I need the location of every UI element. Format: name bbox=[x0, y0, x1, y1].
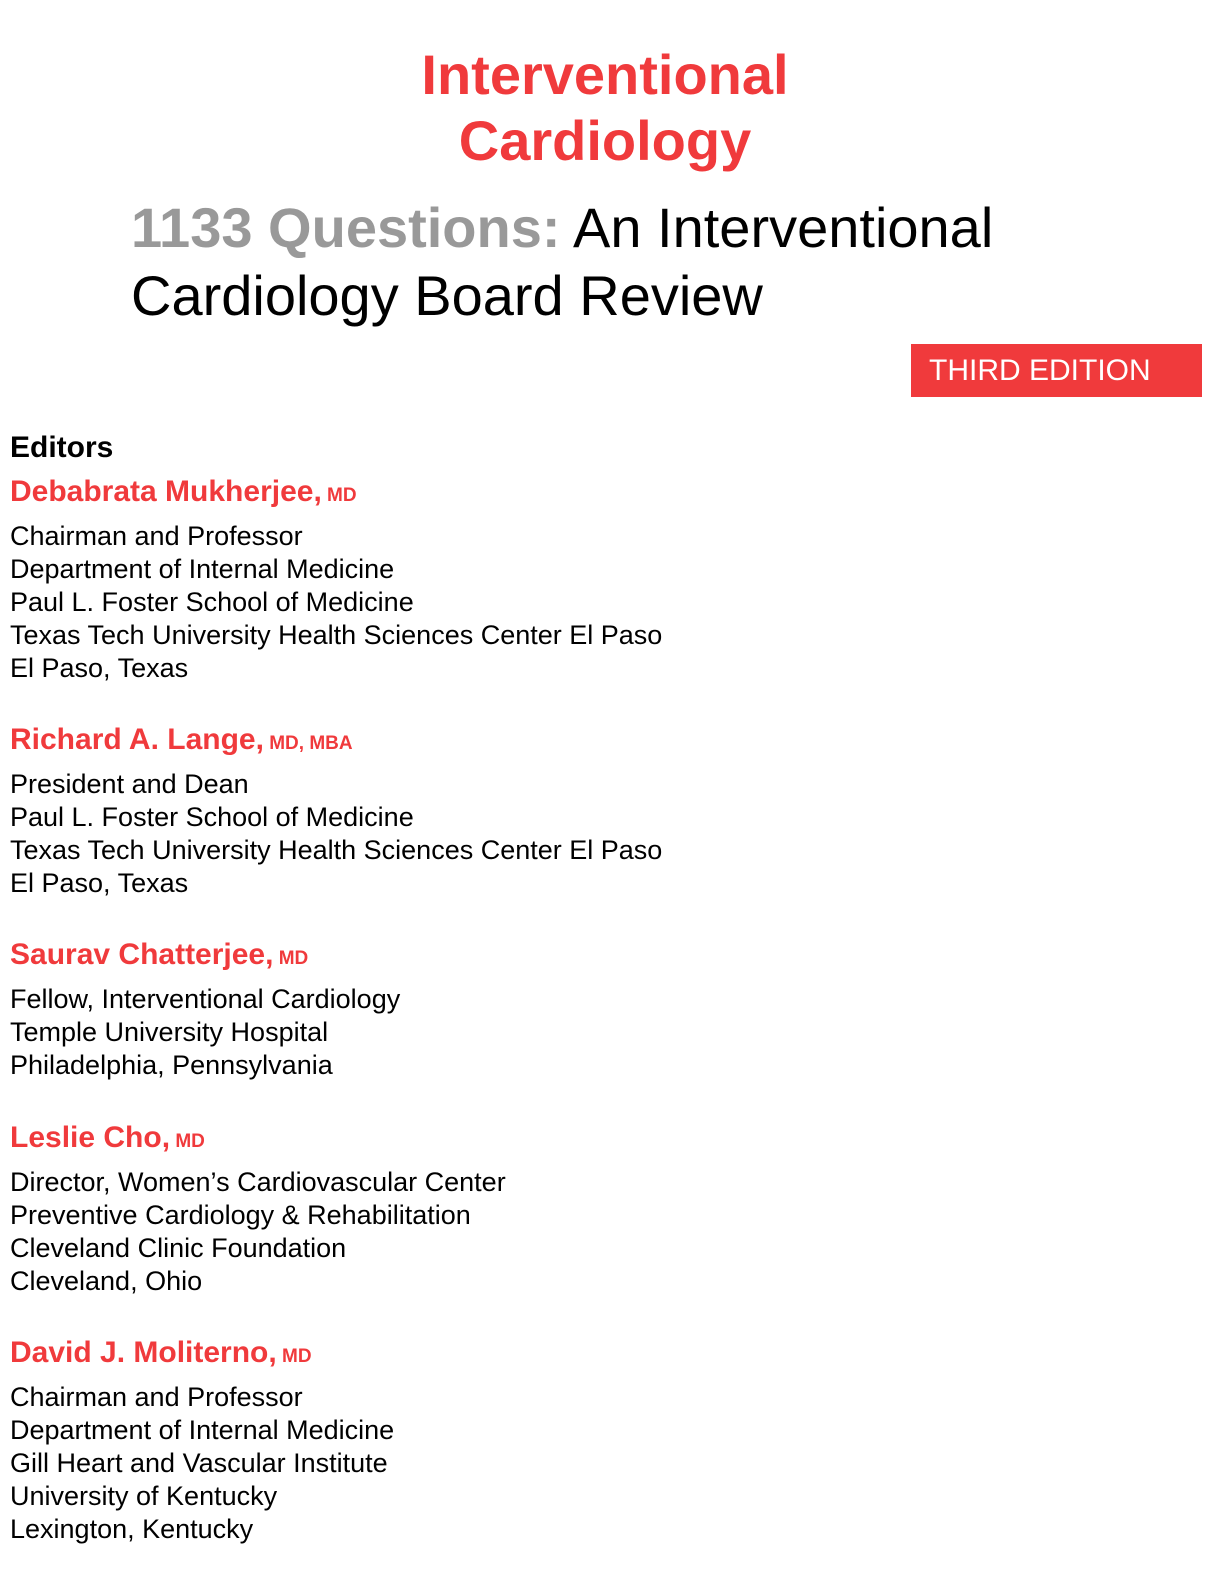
editor-credentials: MD bbox=[273, 948, 309, 969]
editor-name-line bbox=[10, 474, 910, 514]
editor-name-line bbox=[10, 722, 910, 762]
editor-affiliation bbox=[10, 1381, 910, 1546]
subtitle-line-2: Cardiology Board Review bbox=[131, 264, 763, 327]
editors-heading: Editors bbox=[10, 431, 114, 464]
edition-badge: THIRD EDITION bbox=[911, 344, 1202, 397]
affiliation-line: Chairman and Professor bbox=[10, 521, 303, 551]
editor-name: Richard A. Lange, bbox=[10, 723, 264, 756]
affiliation-line: Department of Internal Medicine bbox=[10, 554, 395, 584]
editor-entry bbox=[10, 937, 910, 1082]
editor-name-line bbox=[10, 937, 910, 977]
affiliation-line: El Paso, Texas bbox=[10, 868, 189, 898]
affiliation-line: Paul L. Foster School of Medicine bbox=[10, 587, 414, 617]
affiliation-line: Department of Internal Medicine bbox=[10, 1415, 395, 1445]
editor-entry bbox=[10, 474, 910, 685]
editor-credentials: MD bbox=[321, 485, 357, 506]
affiliation-line: Paul L. Foster School of Medicine bbox=[10, 802, 414, 832]
editor-entry bbox=[10, 722, 910, 900]
editor-affiliation bbox=[10, 983, 910, 1082]
question-count: 1133 Questions: bbox=[131, 196, 561, 259]
editor-affiliation bbox=[10, 1166, 910, 1298]
editor-affiliation bbox=[10, 768, 910, 900]
affiliation-line: Cleveland, Ohio bbox=[10, 1266, 203, 1296]
subtitle-line-1: An Interventional bbox=[560, 196, 994, 259]
affiliation-line: President and Dean bbox=[10, 769, 249, 799]
affiliation-line: Director, Women’s Cardiovascular Center bbox=[10, 1167, 506, 1197]
editor-affiliation bbox=[10, 520, 910, 685]
editor-name: Saurav Chatterjee, bbox=[10, 938, 274, 971]
book-title-line-1: Interventional bbox=[421, 43, 789, 106]
editor-credentials: MD bbox=[276, 1346, 312, 1367]
editor-name-line bbox=[10, 1335, 910, 1375]
book-subtitle bbox=[131, 194, 1131, 330]
book-title bbox=[0, 42, 1210, 174]
editor-entry bbox=[10, 1335, 910, 1546]
affiliation-line: Preventive Cardiology & Rehabilitation bbox=[10, 1200, 471, 1230]
editor-name: Leslie Cho, bbox=[10, 1121, 171, 1154]
affiliation-line: Lexington, Kentucky bbox=[10, 1514, 254, 1544]
affiliation-line: Gill Heart and Vascular Institute bbox=[10, 1448, 388, 1478]
book-title-line-2: Cardiology bbox=[458, 109, 752, 172]
editor-entry bbox=[10, 1120, 910, 1298]
editor-credentials: MD bbox=[170, 1131, 205, 1152]
affiliation-line: Temple University Hospital bbox=[10, 1017, 329, 1047]
affiliation-line: Texas Tech University Health Sciences Center El Paso bbox=[10, 620, 663, 650]
affiliation-line: University of Kentucky bbox=[10, 1481, 278, 1511]
editor-name: David J. Moliterno, bbox=[10, 1336, 277, 1369]
affiliation-line: Fellow, Interventional Cardiology bbox=[10, 984, 401, 1014]
editor-credentials: MD, MBA bbox=[263, 733, 353, 754]
affiliation-line: Chairman and Professor bbox=[10, 1382, 303, 1412]
affiliation-line: Philadelphia, Pennsylvania bbox=[10, 1050, 333, 1080]
affiliation-line: Cleveland Clinic Foundation bbox=[10, 1233, 347, 1263]
affiliation-line: El Paso, Texas bbox=[10, 653, 189, 683]
affiliation-line: Texas Tech University Health Sciences Center El Paso bbox=[10, 835, 663, 865]
editor-name-line bbox=[10, 1120, 910, 1160]
editor-name: Debabrata Mukherjee, bbox=[10, 475, 322, 508]
